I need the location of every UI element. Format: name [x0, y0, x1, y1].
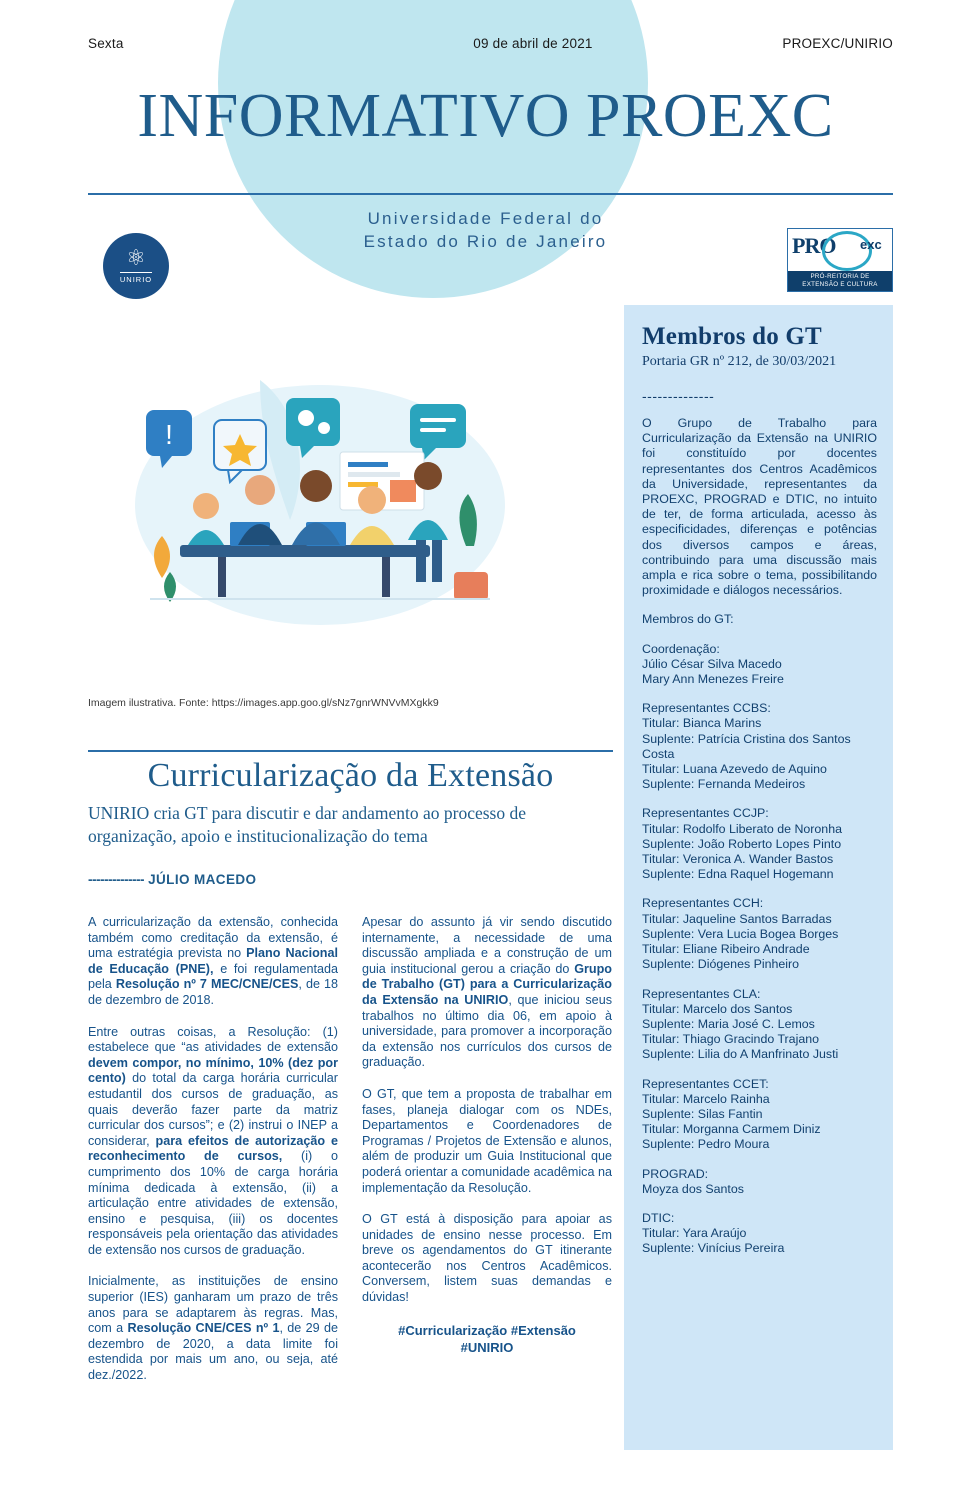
sidebar-group-line: Titular: Marcelo Rainha [642, 1091, 770, 1106]
proexc-logo-caption [788, 271, 892, 291]
sidebar-group-line: Titular: Eliane Ribeiro Andrade [642, 942, 810, 957]
proexc-logo-pro: PRO [792, 233, 836, 258]
text-bold: Resolução CNE/CES nº 1 [127, 1321, 280, 1336]
text-run: (i) o cumprimento dos 10% de carga horária mínima dedicada à extensão, (ii) a articulação entre atividades de extensão, ensino e pesquisa, (iii) os docentes responsáveis pela orientação das atividades de extensão nos cursos de graduação. [88, 1149, 338, 1257]
text-run: do total da carga horária curricular estudantil dos cursos de graduação, as quais deverão fazer parte da matriz curricular dos cursos”; e (2) instrui o INEP a considerar, [88, 1071, 338, 1148]
article-header [88, 757, 613, 848]
sidebar-group-line: Suplente: Vinícius Pereira [642, 1241, 785, 1256]
text-run: , de 18 de dezembro de 2018. [88, 977, 339, 1007]
article-title: Curricularização da Extensão [147, 757, 554, 794]
sidebar-group [642, 1077, 877, 1153]
article-illustration [110, 340, 530, 640]
text-run: Inicialmente, as instituições de ensino superior (IES) ganharam um prazo de três anos para se adaptarem às regras. Mas, com a [88, 1274, 338, 1336]
sidebar-members-gt [624, 305, 893, 1450]
sidebar-group-line: Titular: Thiago Gracindo Trajano [642, 1032, 820, 1047]
article-paragraph: O GT, que tem a proposta de trabalhar em fases, planeja dialogar com os NDEs, Departamentos e Coordenadores de Programas / Projetos de Extensão e alunos, além de produzir um Guia Institucional que poderá orientar a comunidade acadêmica na implementação da Resolução. [362, 1086, 612, 1195]
sidebar-members-label: Membros do GT: [642, 612, 734, 627]
divider-article [88, 750, 613, 752]
hashtags-line2: #UNIRIO [460, 1339, 514, 1355]
sidebar-group-line: Suplente: Fernanda Medeiros [642, 777, 806, 792]
sidebar-group [642, 701, 877, 792]
sidebar-group-header: Representantes CLA: [642, 986, 761, 1001]
sidebar-portaria: Portaria GR nº 212, de 30/03/2021 [642, 354, 837, 369]
article-column-1 [88, 915, 338, 1400]
text-bold: devem compor, no mínimo, 10% (dez por cento) [88, 1055, 338, 1086]
university-subtitle-line2: Estado do Rio de Janeiro [363, 231, 608, 251]
sidebar-group-header: PROGRAD: [642, 1166, 709, 1181]
unirio-seal-logo [103, 233, 169, 299]
article-paragraph [88, 1025, 338, 1259]
sidebar-intro: O Grupo de Trabalho para Curricularização da Extensão na UNIRIO foi constituído por docentes representantes dos Centros Acadêmicos da Universidade, representantes da PROEXC, PROGRAD e DTIC, no intuito de ter, de forma articulada, acesso às especificidades, diferenças e potências dos diversos campos e áreas, contribuindo para uma discussão mais ampla e rica sobre o tema, possibilitando proximidade e diálogos necessários. [642, 416, 877, 598]
sidebar-group-line: Suplente: Vera Lucia Bogea Borges [642, 926, 839, 941]
sidebar-group-line: Mary Ann Menezes Freire [642, 672, 784, 687]
sidebar-group-line: Titular: Marcelo dos Santos [642, 1001, 793, 1016]
sidebar-group-line: Suplente: Silas Fantin [642, 1106, 763, 1121]
article-hashtags [362, 1322, 612, 1356]
sidebar-group [642, 896, 877, 972]
masthead [0, 84, 971, 149]
article-paragraph: O GT está à disposição para apoiar as unidades de ensino nesse processo. Em breve os agendamentos do GT itinerante acontecerão nos Centros Acadêmicos. Conversem, listem suas demandas e dúvidas! [362, 1212, 612, 1305]
header-weekday: Sexta [88, 36, 124, 51]
sidebar-group [642, 806, 877, 882]
sidebar-group [642, 1167, 877, 1197]
article-body [88, 915, 613, 1400]
svg-text:!: ! [165, 419, 173, 450]
article-column-2 [362, 915, 612, 1400]
masthead-title: INFORMATIVO PROEXC [137, 82, 834, 150]
byline-dashes: -------------- [88, 872, 144, 887]
sidebar-group-line: Suplente: Diógenes Pinheiro [642, 957, 800, 972]
sidebar-dashes: -------------- [642, 388, 715, 404]
sidebar-group-header: Representantes CCET: [642, 1076, 769, 1091]
sidebar-group [642, 987, 877, 1063]
sidebar-group-line: Suplente: Pedro Moura [642, 1137, 770, 1152]
article-deck: UNIRIO cria GT para discutir e dar andamento ao processo de organização, apoio e institucionalização do tema [88, 803, 526, 846]
header-bar [88, 36, 893, 51]
text-run: , de 29 de dezembro de 2020, a data limite foi estendida por mais um ano, ou seja, até dez./2022. [88, 1321, 339, 1383]
sidebar-group [642, 642, 877, 688]
image-caption: Imagem ilustrativa. Fonte: https://images.app.goo.gl/sNz7gnrWNVvMXgkk9 [88, 697, 439, 709]
sidebar-group-header: Representantes CCJP: [642, 806, 769, 821]
university-subtitle-line1: Universidade Federal do [367, 209, 604, 228]
text-run: A curricularização da extensão, conhecida também como creditação da extensão, é uma estratégia prevista no [88, 915, 338, 961]
proexc-logo-caption-line2: EXTENSÃO E CULTURA [802, 281, 878, 288]
text-run: e foi regulamentada pela [88, 961, 338, 992]
proexc-logo-exc: exc [860, 237, 882, 252]
sidebar-group-line: Moyza dos Santos [642, 1181, 744, 1196]
article-paragraph [88, 1274, 338, 1383]
byline-author: JÚLIO MACEDO [148, 872, 257, 887]
sidebar-group-header: Representantes CCH: [642, 896, 764, 911]
sidebar-group-line: Titular: Morganna Carmem Diniz [642, 1122, 821, 1137]
text-run: Entre outras coisas, a Resolução: (1) estabelece que “as atividades de extensão [88, 1024, 338, 1055]
sidebar-group-line: Suplente: Edna Raquel Hogemann [642, 867, 834, 882]
text-run: Apesar do assunto já vir sendo discutido internamente, a necessidade de uma discussão ampliada e a construção de um guia institucional gerou a criação do [362, 915, 612, 976]
sidebar-group-line: Titular: Veronica A. Wander Bastos [642, 852, 834, 867]
sidebar-group [642, 1211, 877, 1257]
article-paragraph [88, 915, 338, 1009]
article-byline [88, 872, 613, 887]
sidebar-group-header: DTIC: [642, 1210, 675, 1225]
sidebar-group-line: Suplente: Patrícia Cristina dos Santos Costa [642, 731, 851, 761]
hashtags-line1: #Curricularização #Extensão [398, 1322, 576, 1338]
proexc-logo [787, 228, 893, 292]
sidebar-group-line: Titular: Bianca Marins [642, 716, 762, 731]
text-bold: Plano Nacional de Educação (PNE), [88, 946, 338, 976]
proexc-logo-caption-line1: PRÓ-REITORIA DE [810, 273, 870, 280]
seal-word: UNIRIO [120, 272, 152, 284]
sidebar-group-line: Titular: Yara Araújo [642, 1226, 747, 1241]
text-bold: Resolução nº 7 MEC/CNE/CES [115, 977, 299, 992]
sidebar-group-line: Júlio César Silva Macedo [642, 656, 782, 671]
text-run: , que iniciou seus trabalhos no último dia 06, em apoio à universidade, para promover a incorporação da extensão nos currículos dos cursos de graduação. [362, 992, 612, 1070]
sidebar-group-line: Titular: Jaqueline Santos Barradas [642, 911, 832, 926]
sidebar-group-line: Suplente: João Roberto Lopes Pinto [642, 836, 842, 851]
sidebar-groups [642, 642, 877, 1257]
text-bold: Grupo de Trabalho (GT) para a Curricularização da Extensão na UNIRIO [362, 961, 612, 1007]
article-paragraph [362, 915, 612, 1071]
sidebar-group-line: Suplente: Maria José C. Lemos [642, 1016, 815, 1031]
sidebar-group-line: Suplente: Lilia do A Manfrinato Justi [642, 1047, 839, 1062]
header-date: 09 de abril de 2021 [473, 36, 593, 51]
sidebar-title: Membros do GT [642, 323, 822, 350]
divider-top [88, 193, 893, 195]
sidebar-group-header: Representantes CCBS: [642, 701, 771, 716]
text-bold: para efeitos de autorização e reconhecimento de cursos, [88, 1133, 338, 1164]
header-org: PROEXC/UNIRIO [782, 36, 893, 51]
sidebar-group-line: Titular: Rodolfo Liberato de Noronha [642, 821, 842, 836]
seal-emblem-icon: ⚛ [126, 245, 146, 270]
sidebar-group-header: Coordenação: [642, 641, 720, 656]
sidebar-group-line: Titular: Luana Azevedo de Aquino [642, 762, 827, 777]
